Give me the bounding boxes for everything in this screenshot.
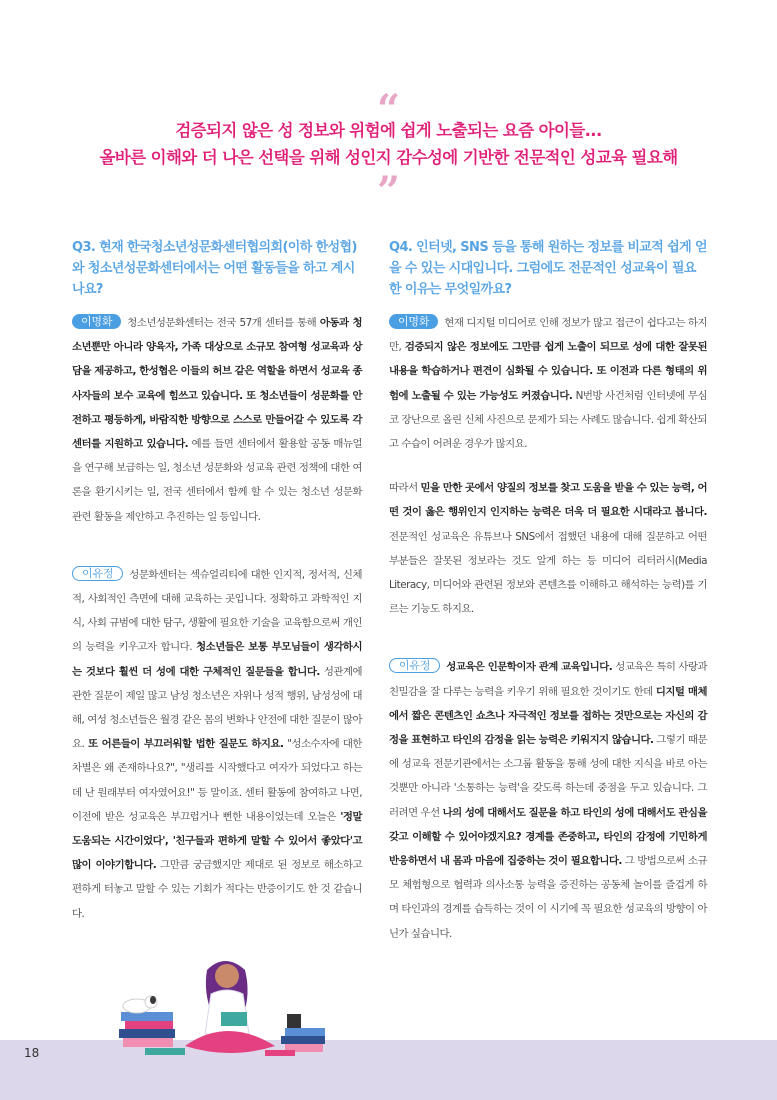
answer-text: 그렇기 때문에 성교육 전문기관에서는 소그룹 활동을 통해 성에 대한 지식을 바로 아는 것뿐만 아니라 '소통하는 능력'을 갖도록 하는데 중점을 두고 있습니다. 그러려면 우선 <box>389 734 707 819</box>
answer-bold-text: 나의 성에 대해서도 질문을 하고 타인의 성에 대해서도 관심을 갖고 이해할 수 있어야겠지요? 경계를 존중하고, 타인의 감정에 기민하게 반응하면서 내 몸과 마음에 집중하는 것이 필요합니다. <box>389 806 707 868</box>
answer-text: 성교육은 특히 사랑과 친밀감을 잘 다루는 능력을 키우기 위해 필요한 것이기도 한데 <box>389 661 707 698</box>
speaker-badge: 이명화 <box>72 314 121 329</box>
answer-bold-text: 디지털 매체에서 짧은 콘텐츠인 쇼츠나 자극적인 정보를 접하는 것만으로는 자신의 감정을 표현하고 타인의 감정을 읽는 능력은 키워지지 않습니다. <box>389 685 707 747</box>
answer-text: 성문화센터는 섹슈얼리티에 대한 인지적, 정서적, 신체적, 사회적인 측면에 대해 교육하는 곳입니다. 정확하고 과학적인 지식, 사회 규범에 대한 탐구, 생활에 필요한 기술을 교육함으로써 개인의 능력을 키우고자 합니다. <box>72 568 362 654</box>
question-q4: Q4. 인터넷, SNS 등을 통해 원하는 정보를 비교적 쉽게 얻을 수 있는 시대입니다. 그럼에도 전문적인 성교육이 필요한 이유는 무엇일까요? <box>389 240 707 297</box>
answer-text: 성관계에 관한 질문이 제일 많고 남성 청소년은 자위나 성적 행위, 남성성에 대해, 여성 청소년들은 월경 같은 몸의 변화나 안전에 대한 질문이 많아요. <box>72 665 362 751</box>
speaker-badge: 이유정 <box>389 658 440 673</box>
answer-bold-text: 청소년들은 보통 부모님들이 생각하시는 것보다 훨씬 더 성에 대한 구체적인 질문들을 합니다. <box>72 641 362 678</box>
spacer <box>72 529 362 563</box>
answer-paragraph <box>72 311 362 529</box>
close-quote-mark: ” <box>376 168 400 215</box>
answer-text: 따라서 <box>389 482 421 495</box>
right-column <box>389 237 707 946</box>
answer-text: 그 방법으로써 소규모 체험형으로 협력과 의사소통 능력을 증진하는 공동체 놀이를 즐겁게 하며 타인과의 경계를 습득하는 것이 이 시기에 꼭 필요한 성교육의 방향이 아닌가 싶습니다. <box>389 855 707 940</box>
answer-bold-text: 검증되지 않은 정보에도 그만큼 쉽게 노출이 되므로 성에 대한 잘못된 내용을 학습하거나 편견이 심화될 수 있습니다. 또 이전과 다른 형태의 위험에 노출될 수 있는 가능성도 커졌습니다. <box>389 341 707 402</box>
headline-line-1: 검증되지 않은 성 정보와 위험에 쉽게 노출되는 요즘 아이들... <box>175 121 602 140</box>
answer-text: 예를 들면 센터에서 활용할 공동 매뉴얼을 연구해 보급하는 일, 청소년 성문화와 성교육 관련 정책에 대한 여론을 환기시키는 일, 전국 센터에서 함께 할 수 있는 청소년 성문화 관련 활동을 제안하고 추진하는 일 등입니다. <box>72 438 362 523</box>
open-quote-mark: “ <box>376 86 400 133</box>
answer-text: "성소수자에 대한 차별은 왜 존재하나요?", "생리를 시작했다고 여자가 되었다고 하는데 난 원래부터 여자였어요!" 등 말이죠. 센터 활동에 참여하고 나면, 이전에 받은 성교육은 부끄럽거나 뻔한 내용이었는데 오늘은 <box>72 738 362 823</box>
answer-paragraph <box>389 476 707 621</box>
answer-paragraph <box>389 655 707 945</box>
left-column <box>72 237 362 926</box>
question-q3: Q3. 현재 한국청소년성문화센터협의회(이하 한성협)와 청소년성문화센터에서는 어떤 활동들을 하고 계시나요? <box>72 240 357 297</box>
answer-text: N번방 사건처럼 인터넷에 무심코 장난으로 올린 신체 사진으로 문제가 되는 사례도 많습니다. 쉽게 확산되고 수습이 어려운 경우가 많지요. <box>389 389 708 451</box>
answer-text: 현재 디지털 미디어로 인해 정보가 많고 접근이 쉽다고는 하지만, <box>389 317 707 354</box>
speaker-badge: 이명화 <box>389 314 438 329</box>
answer-bold-text: '정말 도움되는 시간이었다', '친구들과 편하게 말할 수 있어서 좋았다'고 많이 이야기합니다. <box>72 810 362 872</box>
answer-paragraph <box>389 311 707 456</box>
answer-text: 그만큼 궁금했지만 제대로 된 정보로 해소하고 편하게 터놓고 말할 수 있는 기회가 적다는 반증이기도 한 것 같습니다. <box>72 859 362 920</box>
spacer <box>389 621 707 655</box>
answer-text: 청소년성문화센터는 전국 57개 센터를 통해 <box>127 317 320 329</box>
answer-text: 전문적인 성교육은 유튜브나 SNS에서 접했던 내용에 대해 질문하고 어떤 부분들은 잘못된 정보라는 것도 알게 하는 등 미디어 리터러시(Media Literacy, 미디어와 관련된 정보와 콘텐츠를 이해하고 해석하는 능력)를 기르는 기능도 하지요. <box>389 530 707 616</box>
speaker-badge: 이유정 <box>72 566 123 581</box>
answer-bold-text: 또 어른들이 부끄러워할 법한 질문도 하지요. <box>88 738 284 751</box>
headline-line-2: 올바른 이해와 더 나은 선택을 위해 성인지 감수성에 기반한 전문적인 성교육 필요해 <box>99 148 678 167</box>
page-number: 18 <box>24 1046 40 1060</box>
answer-bold-text: 아동과 청소년뿐만 아니라 양육자, 가족 대상으로 소규모 참여형 성교육과 상담을 제공하고, 한성협은 이들의 허브 같은 역할을 하면서 성교육 종사자들의 보수 교육에 힘쓰고 있습니다. 또 청소년들이 성문화를 안전하고 평등하게, 바람직한 방향으로 스스로 만들어갈 수 있도록 각 센터를 지원하고 있습니다. <box>72 317 362 451</box>
answer-bold-text: 믿을 만한 곳에서 양질의 정보를 찾고 도움을 받을 수 있는 능력, 어떤 것이 옳은 행위인지 인지하는 능력은 더욱 더 필요한 시대라고 봅니다. <box>389 482 707 519</box>
answer-bold-text: 성교육은 인문학이자 관계 교육입니다. <box>446 661 613 674</box>
answer-paragraph <box>72 563 362 926</box>
girl-reading-illustration <box>115 950 330 1060</box>
